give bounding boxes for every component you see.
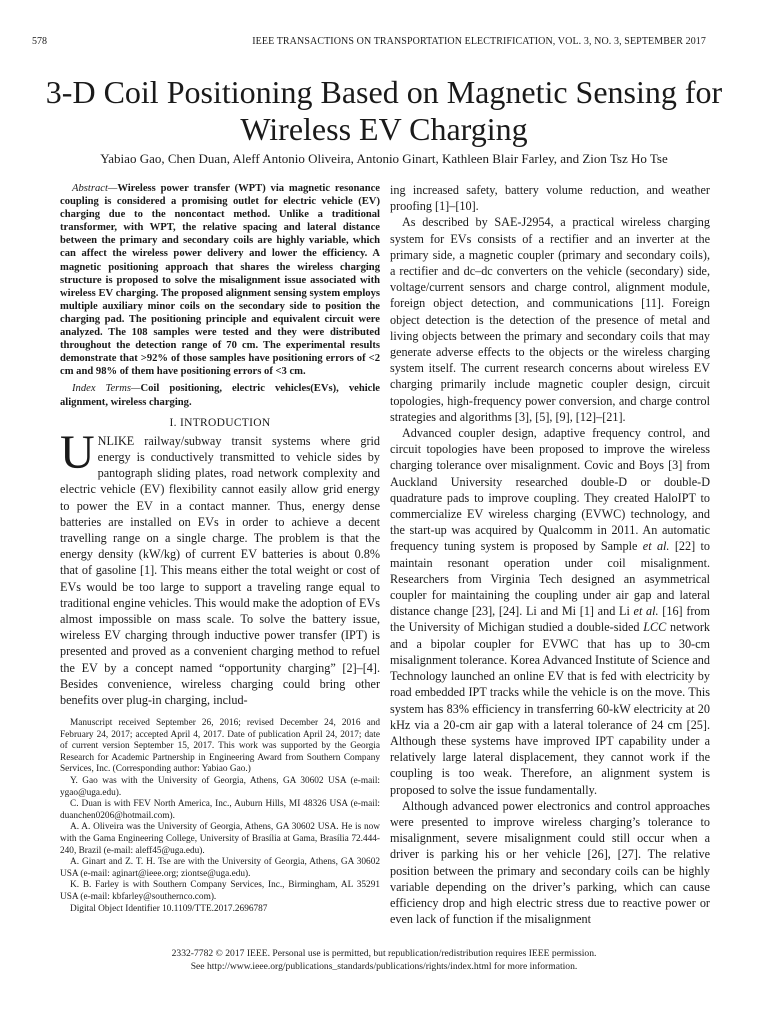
copyright-line: 2332-7782 © 2017 IEEE. Personal use is permitted, but republication/redistribution requires IEEE permission. [171, 948, 597, 959]
body-italic: LCC [643, 620, 667, 635]
abstract-label: Abstract— [72, 183, 118, 194]
drop-cap: U [60, 425, 95, 479]
page-number: 578 [32, 36, 47, 47]
body-italic: et al. [642, 539, 670, 554]
intro-lead-word: NLIKE [97, 433, 135, 448]
abstract-text: Wireless power transfer (WPT) via magnetic resonance coupling is considered a promising outlet for electric vehicle (EV) charging due to the noncontact method. Unlike a traditional transformer, with WPT, the relative spacing and lateral distance between the primary and secondary coils are highly variable, which can affect the wireless power delivery and lower the efficiency. A magnetic positioning approach that shares the wireless charging structure is proposed to solve the misalignment issue associated with wireless EV charging. The proposed alignment sensing system employs multiple auxiliary minor coils on the secondary side to position the charging pad. The positioning principle and equivalent circuit were analyzed. The 108 samples were tested and they were distributed throughout the detection range of 70 cm. The experimental results demonstrate that >92% of those samples have positioning errors of <2 cm and 98% of them have positioning errors of <3 cm. [60, 183, 380, 378]
body-paragraph: Although advanced power electronics and control approaches were presented to improve wireless charging’s tolerance to misalignment, severe misalignment could still occur when a driver is parking his or her vehicle [26], [27]. The relative position between the primary and secondary coils can be highly variable depending on the driver’s parking, which can cause efficiency drop and high electric stress due to reactive power or even lack of function if the misalignment [390, 798, 710, 927]
section-heading-introduction: I. INTRODUCTION [169, 416, 271, 429]
left-column [60, 182, 380, 708]
journal-header: IEEE TRANSACTIONS ON TRANSPORTATION ELECTRIFICATION, VOL. 3, NO. 3, SEPTEMBER 2017 [252, 36, 706, 47]
body-italic: et al. [633, 604, 659, 619]
copyright-footer [0, 947, 768, 973]
abstract [60, 182, 380, 378]
footnote-author: A. Ginart and Z. T. H. Tse are with the University of Georgia, Athens, GA 30602 USA (e-mail: aginart@ieee.org; ziontse@uga.edu). [60, 857, 380, 879]
footnotes [60, 718, 380, 915]
intro-text: railway/subway transit systems where grid energy is conductively transmitted to vehicle sides by pantograph sliding plates, road network complexity and electric vehicle (EV) flexibility cannot easily allow grid energy to power the EV in a contact manner. Thus, energy dense batteries are installed on EVs in order to achieve a decent travelling range on a single charge. The problem is that the energy density (kW/kg) of current EV batteries is about 0.8% that of gasoline [1]. This means either the total weight or cost of EVs would be too large to support a traveling range equal to traditional engine vehicles. This would make the adoption of EVs almost impossible on mass scale. To solve the battery issue, wireless EV charging through inductive power transfer (IPT) is presented and proved as a convenient charging method to refuel the EV by a concept named “opportunity charging” [2]–[4]. Besides convenience, wireless charging could bring other benefits over plug-in charging, includ- [60, 433, 380, 708]
body-paragraph: ing increased safety, battery volume reduction, and weather proofing [1]–[10]. [390, 183, 710, 214]
body-paragraph: As described by SAE-J2954, a practical wireless charging system for EVs consists of a rectifier and an inverter at the primary side, a magnetic coupler (primary and secondary coils), a rectifier and dc–dc converters on the vehicle (secondary) side, voltage/current sensors and charge control, alignment module, foreign object detection, and communications [11]. Foreign object detection is the detection of the presence of metal and living objects between the primary and secondary coils that may generate adverse effects to the objects or the wireless charging system itself. The current research concerns about wireless EV charging primarily include magnetic coupler design, circuit topologies, high-frequency power conversion, and charge control strategies and algorithms [3], [5], [9], [12]–[21]. [390, 215, 710, 424]
index-terms-text: Coil positioning, electric vehicles(EVs), vehicle alignment, wireless charging. [60, 383, 380, 408]
author-list: Yabiao Gao, Chen Duan, Aleff Antonio Oliveira, Antonio Ginart, Kathleen Blair Farley, and Zion Tsz Ho Tse [100, 151, 668, 166]
footnote-doi: Digital Object Identifier 10.1109/TTE.2017.2696787 [70, 903, 268, 914]
index-terms-label: Index Terms— [72, 383, 141, 395]
intro-paragraph [60, 425, 380, 708]
footnote-author: A. A. Oliveira was the University of Georgia, Athens, GA 30602 USA. He is now with the Gama Engineering College, University of Brasília at Gama, Brasília 72.444-240, Brazil (e-mail: aleff45@uga.edu). [60, 822, 380, 856]
body-text: Advanced coupler design, adaptive frequency control, and circuit topologies have been proposed to improve the wireless charging tolerance over misalignment. Covic and Boys [3] from Auckland University researched double-D or double-D quadrature pads to improve coupling. They created HaloIPT to commercialize EV wireless charging (EVWC) technology, and the start-up was acquired by Qualcomm in 2011. An automatic frequency tuning system is proposed by Sample [390, 426, 710, 554]
footnote-author: C. Duan is with FEV North America, Inc., Auburn Hills, MI 48326 USA (e-mail: duanchen0206@hotmail.com). [60, 799, 380, 821]
footnote-author: K. B. Farley is with Southern Company Services, Inc., Birmingham, AL 35291 USA (e-mail: kbfarley@southernco.com). [60, 880, 380, 902]
body-text: network and a bipolar coupler for EVWC that has up to 30-cm misalignment tolerance. Korea Advanced Institute of Science and Technology launched an online EV that is fed with electricity by road embedded IPT tracks while the vehicle is on the move. This system has 83% efficiency in transferring 60-kW electricity at 20 kHz via a 20-cm air gap with a lateral tolerance of 24 cm [25]. Although these systems have improved IPT capability under a relatively large lateral displacement, they cannot work if the coupling is too weak. Therefore, an alignment system is proposed to solve the issue fundamentally. [390, 620, 710, 797]
index-terms [60, 382, 380, 408]
body-text: [16] from the University of Michigan studied a double-sided [390, 604, 711, 635]
right-column [390, 182, 710, 927]
paper-title: 3-D Coil Positioning Based on Magnetic Sensing for Wireless EV Charging [45, 74, 723, 147]
footnote-manuscript: Manuscript received September 26, 2016; revised December 24, 2016 and February 24, 2017; accepted April 4, 2017. Date of publication April 24, 2017; date of current version September 15, 2017. This work was supported by the Georgia Research for Academic Partnership in Engineering Award from Southern Company Services, Inc. (Corresponding author: Yabiao Gao.) [60, 718, 380, 775]
body-text: [22] to maintain resonant operation under coil misalignment. Researchers from Virginia Tech designed an asymmetrical coupler for maintaining the coupling under air gap and lateral distance change [23], [24]. Li and Mi [1] and Li [390, 539, 710, 619]
rights-url-line: See http://www.ieee.org/publications_standards/publications/rights/index.html for more information. [190, 961, 578, 972]
footnote-author: Y. Gao was with the University of Georgia, Athens, GA 30602 USA (e-mail: ygao@uga.edu). [60, 775, 380, 798]
body-paragraph [390, 425, 710, 798]
